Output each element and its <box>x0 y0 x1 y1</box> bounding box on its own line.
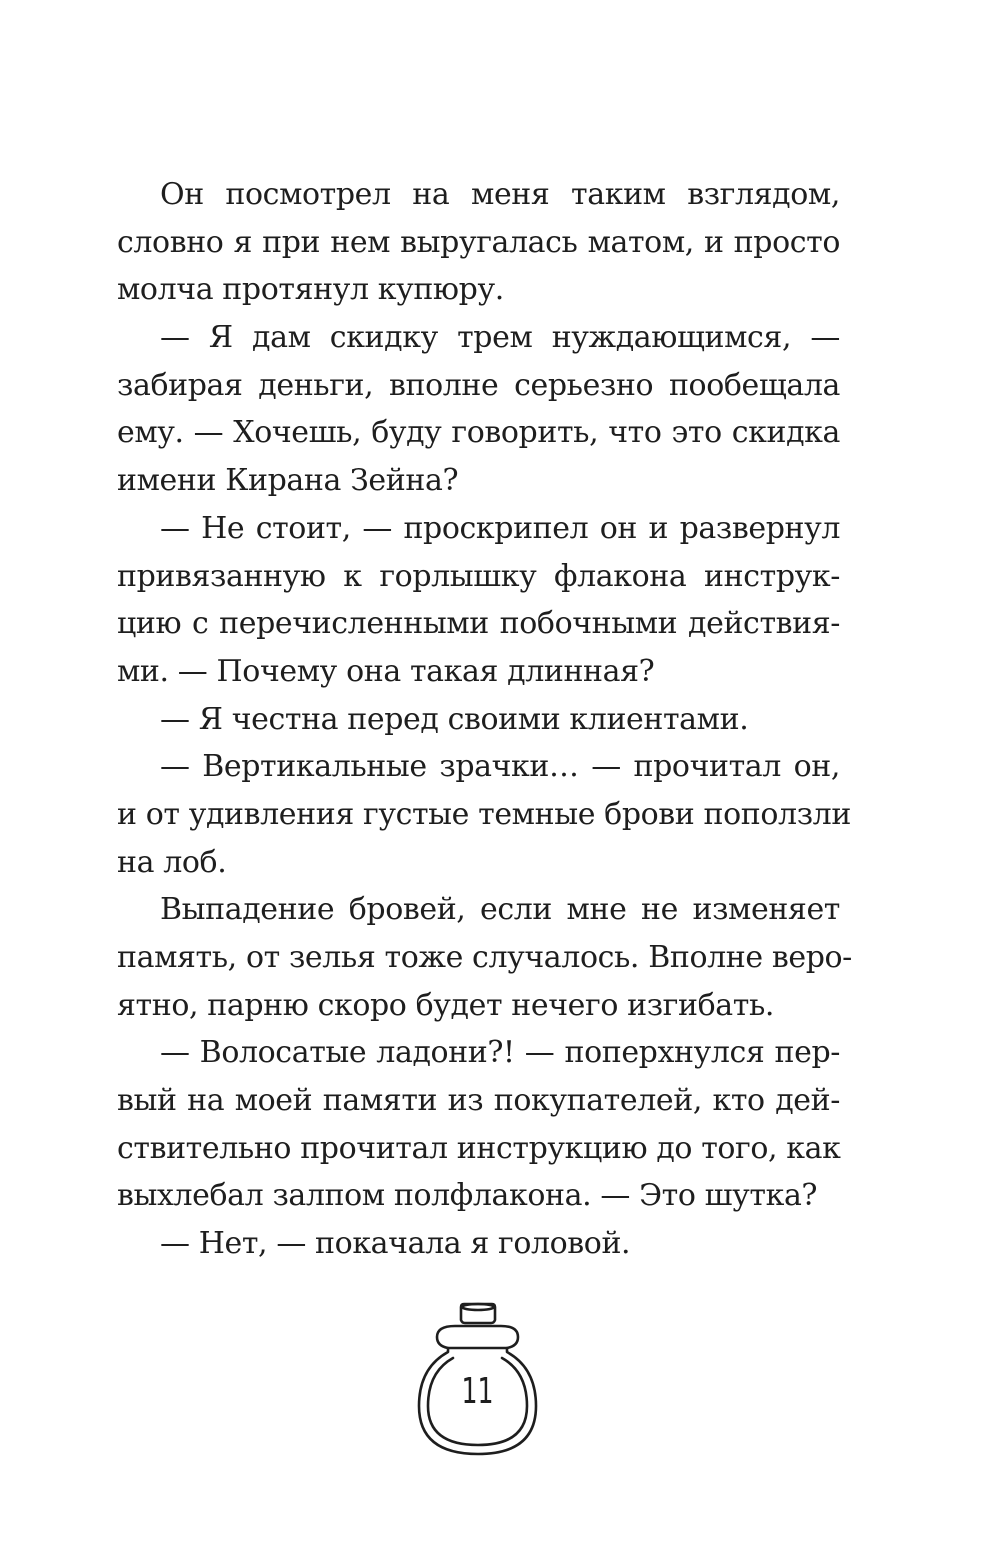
page-number-badge <box>415 1302 540 1457</box>
page-number: 11 <box>461 1371 494 1412</box>
paragraph <box>117 314 840 505</box>
paragraph <box>117 1220 840 1268</box>
body-text <box>117 171 852 1268</box>
paragraph <box>117 505 840 696</box>
text-line: — Я дам скидку трем нуждающимся, — <box>160 320 840 356</box>
text-line: ствительно прочитал инструкцию до того, как <box>117 1130 841 1166</box>
paragraph <box>117 743 851 886</box>
text-line: Он посмотрел на меня таким взглядом, <box>160 177 840 212</box>
text-line: — Вертикальные зрачки… — прочитал он, <box>160 749 840 785</box>
text-line: — Я честна перед своими клиентами. <box>160 701 749 737</box>
text-line: память, от зелья тоже случалось. Вполне веро- <box>117 940 852 975</box>
text-line: на лоб. <box>117 844 227 880</box>
paragraph <box>117 886 852 1029</box>
text-line: — Волосатые ладони?! — поперхнулся пер- <box>160 1035 840 1071</box>
paragraph <box>117 1029 840 1220</box>
text-line: — Не стоит, — проскрипел он и развернул <box>160 510 840 546</box>
text-line: цию с перечисленными побочными действия- <box>117 606 840 642</box>
paragraph <box>117 696 840 744</box>
text-line: забирая деньги, вполне серьезно пообещала <box>117 367 840 403</box>
text-line: словно я при нем выругалась матом, и просто <box>117 224 840 260</box>
text-line: ятно, парню скоро будет нечего изгибать. <box>117 987 775 1023</box>
paragraph <box>117 171 840 314</box>
text-line: ему. — Хочешь, буду говорить, что это скидка <box>117 415 840 451</box>
text-line: выхлебал залпом полфлакона. — Это шутка? <box>117 1178 818 1214</box>
text-line: Выпадение бровей, если мне не изменяет <box>160 892 840 928</box>
text-line: вый на моей памяти из покупателей, кто дей- <box>117 1083 840 1119</box>
text-line: имени Кирана Зейна? <box>117 463 459 499</box>
text-line: ми. — Почему она такая длинная? <box>117 653 655 689</box>
text-line: привязанную к горлышку флакона инструк- <box>117 558 840 594</box>
text-line: — Нет, — покачала я головой. <box>160 1226 631 1262</box>
text-line: и от удивления густые темные брови поползли <box>117 796 851 832</box>
text-line: молча протянул купюру. <box>117 272 504 308</box>
